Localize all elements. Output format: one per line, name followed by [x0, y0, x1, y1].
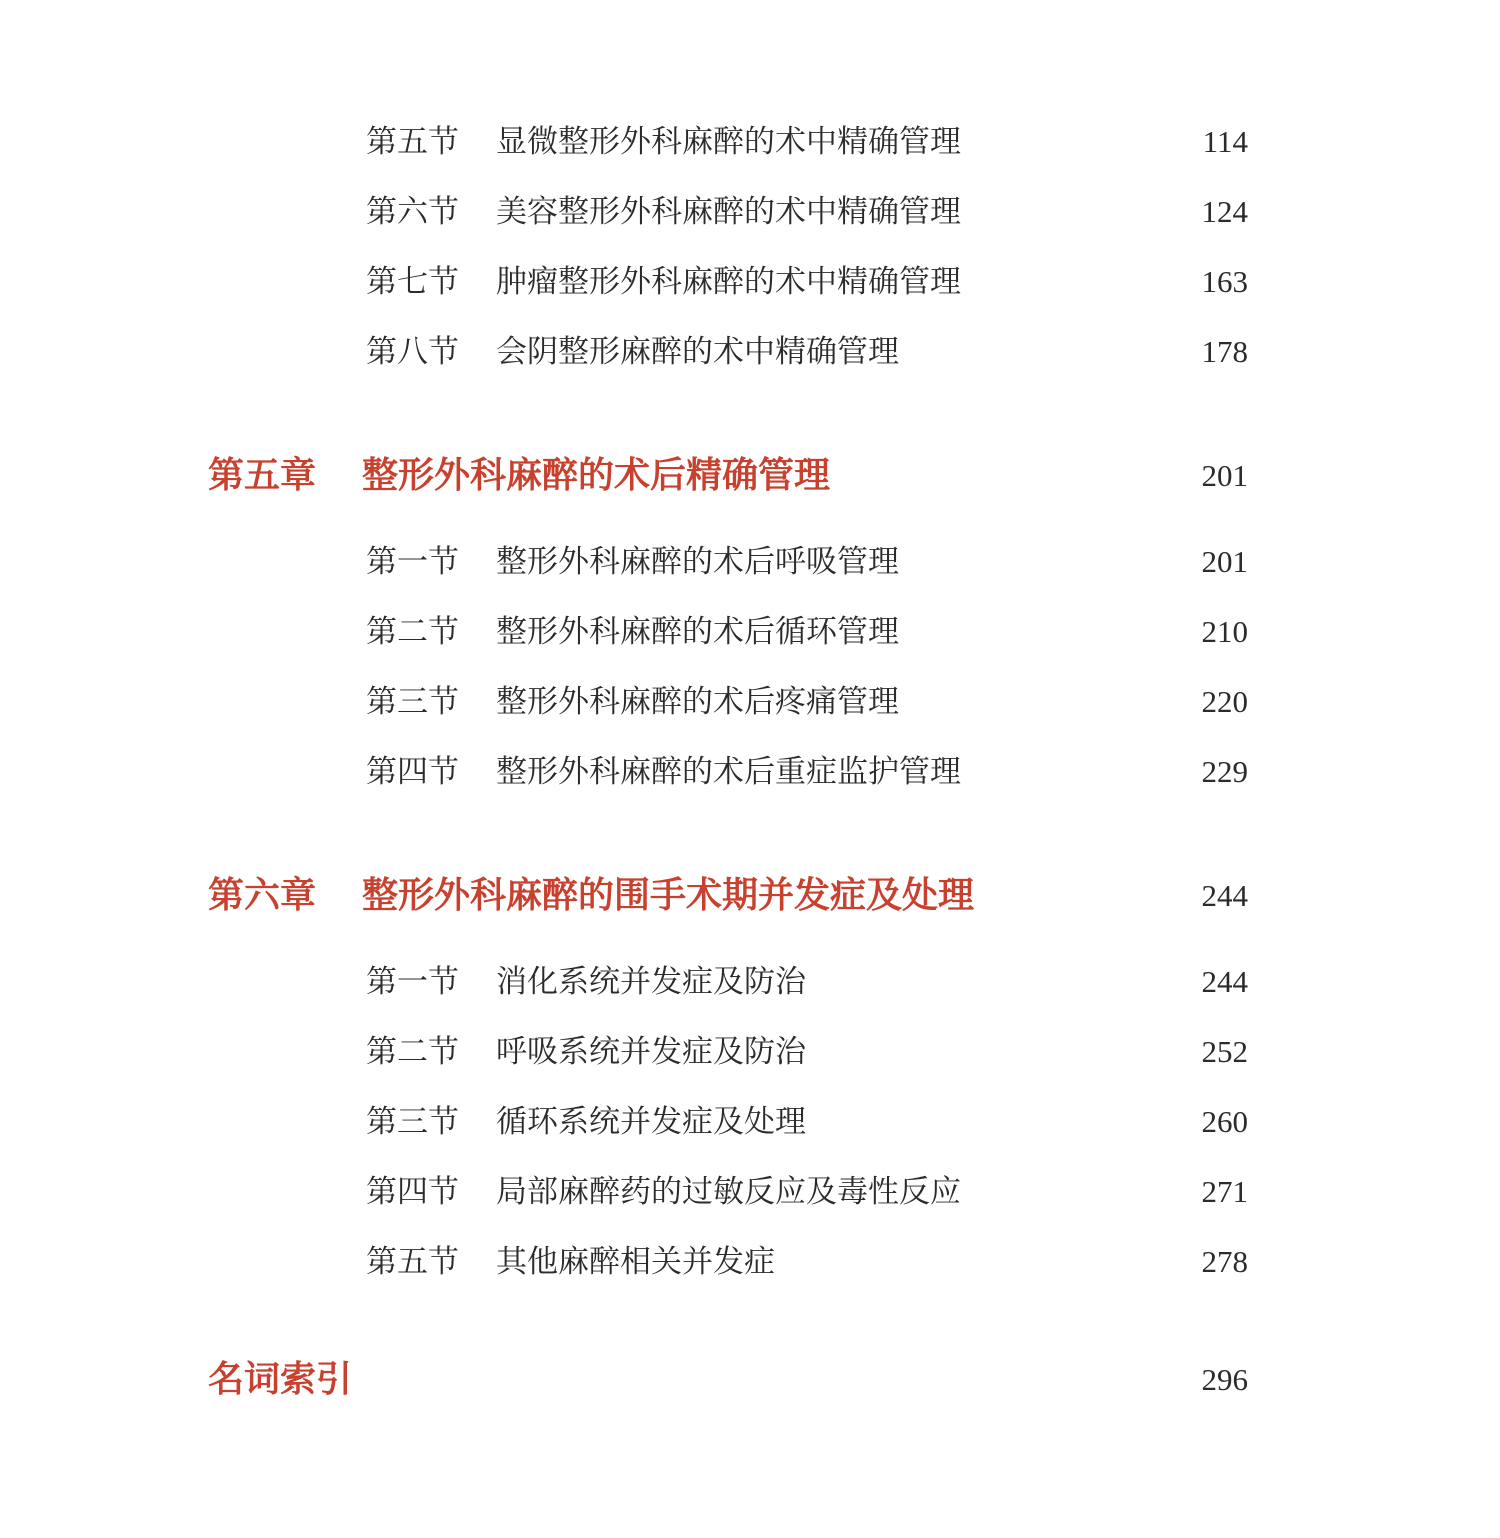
section-title: 整形外科麻醉的术后重症监护管理 — [496, 754, 961, 790]
chapter-number: 第六章 — [208, 875, 317, 916]
section-title: 整形外科麻醉的术后疼痛管理 — [496, 684, 899, 720]
section-title: 会阴整形麻醉的术中精确管理 — [496, 334, 899, 370]
toc-section-row[interactable] — [0, 607, 1500, 657]
section-number: 第二节 — [366, 614, 459, 650]
section-number: 第一节 — [366, 964, 459, 1000]
chapter-number: 第五章 — [208, 455, 317, 496]
toc-chapter-row[interactable] — [0, 871, 1500, 921]
section-number: 第二节 — [366, 1034, 459, 1070]
index-title: 名词索引 — [208, 1359, 353, 1400]
chapter-title: 整形外科麻醉的围手术期并发症及处理 — [362, 875, 975, 916]
toc-chapter-row[interactable] — [0, 451, 1500, 501]
page-number: 278 — [1201, 1244, 1248, 1279]
page-number: 271 — [1201, 1174, 1248, 1209]
page-number: 201 — [1201, 544, 1248, 579]
toc-section-row[interactable] — [0, 1027, 1500, 1077]
section-title: 消化系统并发症及防治 — [496, 964, 806, 1000]
toc-section-row[interactable] — [0, 117, 1500, 167]
section-number: 第八节 — [366, 334, 459, 370]
toc-section-row[interactable] — [0, 1237, 1500, 1287]
page-number: 124 — [1201, 194, 1248, 229]
page-number: 178 — [1201, 334, 1248, 369]
page-number: 210 — [1201, 614, 1248, 649]
toc-section-row[interactable] — [0, 1097, 1500, 1147]
section-number: 第四节 — [366, 754, 459, 790]
toc-section-row[interactable] — [0, 957, 1500, 1007]
section-number: 第三节 — [366, 1104, 459, 1140]
section-number: 第七节 — [366, 264, 459, 300]
section-number: 第五节 — [366, 124, 459, 160]
page-number: 114 — [1202, 124, 1248, 159]
page-number: 244 — [1201, 964, 1248, 999]
page-number: 252 — [1201, 1034, 1248, 1069]
section-title: 其他麻醉相关并发症 — [496, 1244, 775, 1280]
page-number: 260 — [1201, 1104, 1248, 1139]
toc-section-row[interactable] — [0, 537, 1500, 587]
page-number: 201 — [1201, 458, 1248, 493]
section-number: 第六节 — [366, 194, 459, 230]
page-number: 229 — [1201, 754, 1248, 789]
section-number: 第四节 — [366, 1174, 459, 1210]
section-title: 呼吸系统并发症及防治 — [496, 1034, 806, 1070]
section-number: 第一节 — [366, 544, 459, 580]
section-title: 局部麻醉药的过敏反应及毒性反应 — [496, 1174, 961, 1210]
chapter-title: 整形外科麻醉的术后精确管理 — [362, 455, 831, 496]
toc-section-row[interactable] — [0, 747, 1500, 797]
toc-section-row[interactable] — [0, 187, 1500, 237]
toc-section-row[interactable] — [0, 257, 1500, 307]
page-number: 244 — [1201, 878, 1248, 913]
toc-section-row[interactable] — [0, 327, 1500, 377]
section-title: 肿瘤整形外科麻醉的术中精确管理 — [496, 264, 961, 300]
section-title: 美容整形外科麻醉的术中精确管理 — [496, 194, 961, 230]
toc-section-row[interactable] — [0, 677, 1500, 727]
page-number: 220 — [1201, 684, 1248, 719]
section-title: 整形外科麻醉的术后循环管理 — [496, 614, 899, 650]
section-title: 显微整形外科麻醉的术中精确管理 — [496, 124, 961, 160]
page-number: 163 — [1201, 264, 1248, 299]
toc-section-row[interactable] — [0, 1167, 1500, 1217]
section-title: 循环系统并发症及处理 — [496, 1104, 806, 1140]
section-number: 第三节 — [366, 684, 459, 720]
page-number: 296 — [1201, 1362, 1248, 1397]
section-title: 整形外科麻醉的术后呼吸管理 — [496, 544, 899, 580]
section-number: 第五节 — [366, 1244, 459, 1280]
toc-index-row[interactable] — [0, 1355, 1500, 1405]
